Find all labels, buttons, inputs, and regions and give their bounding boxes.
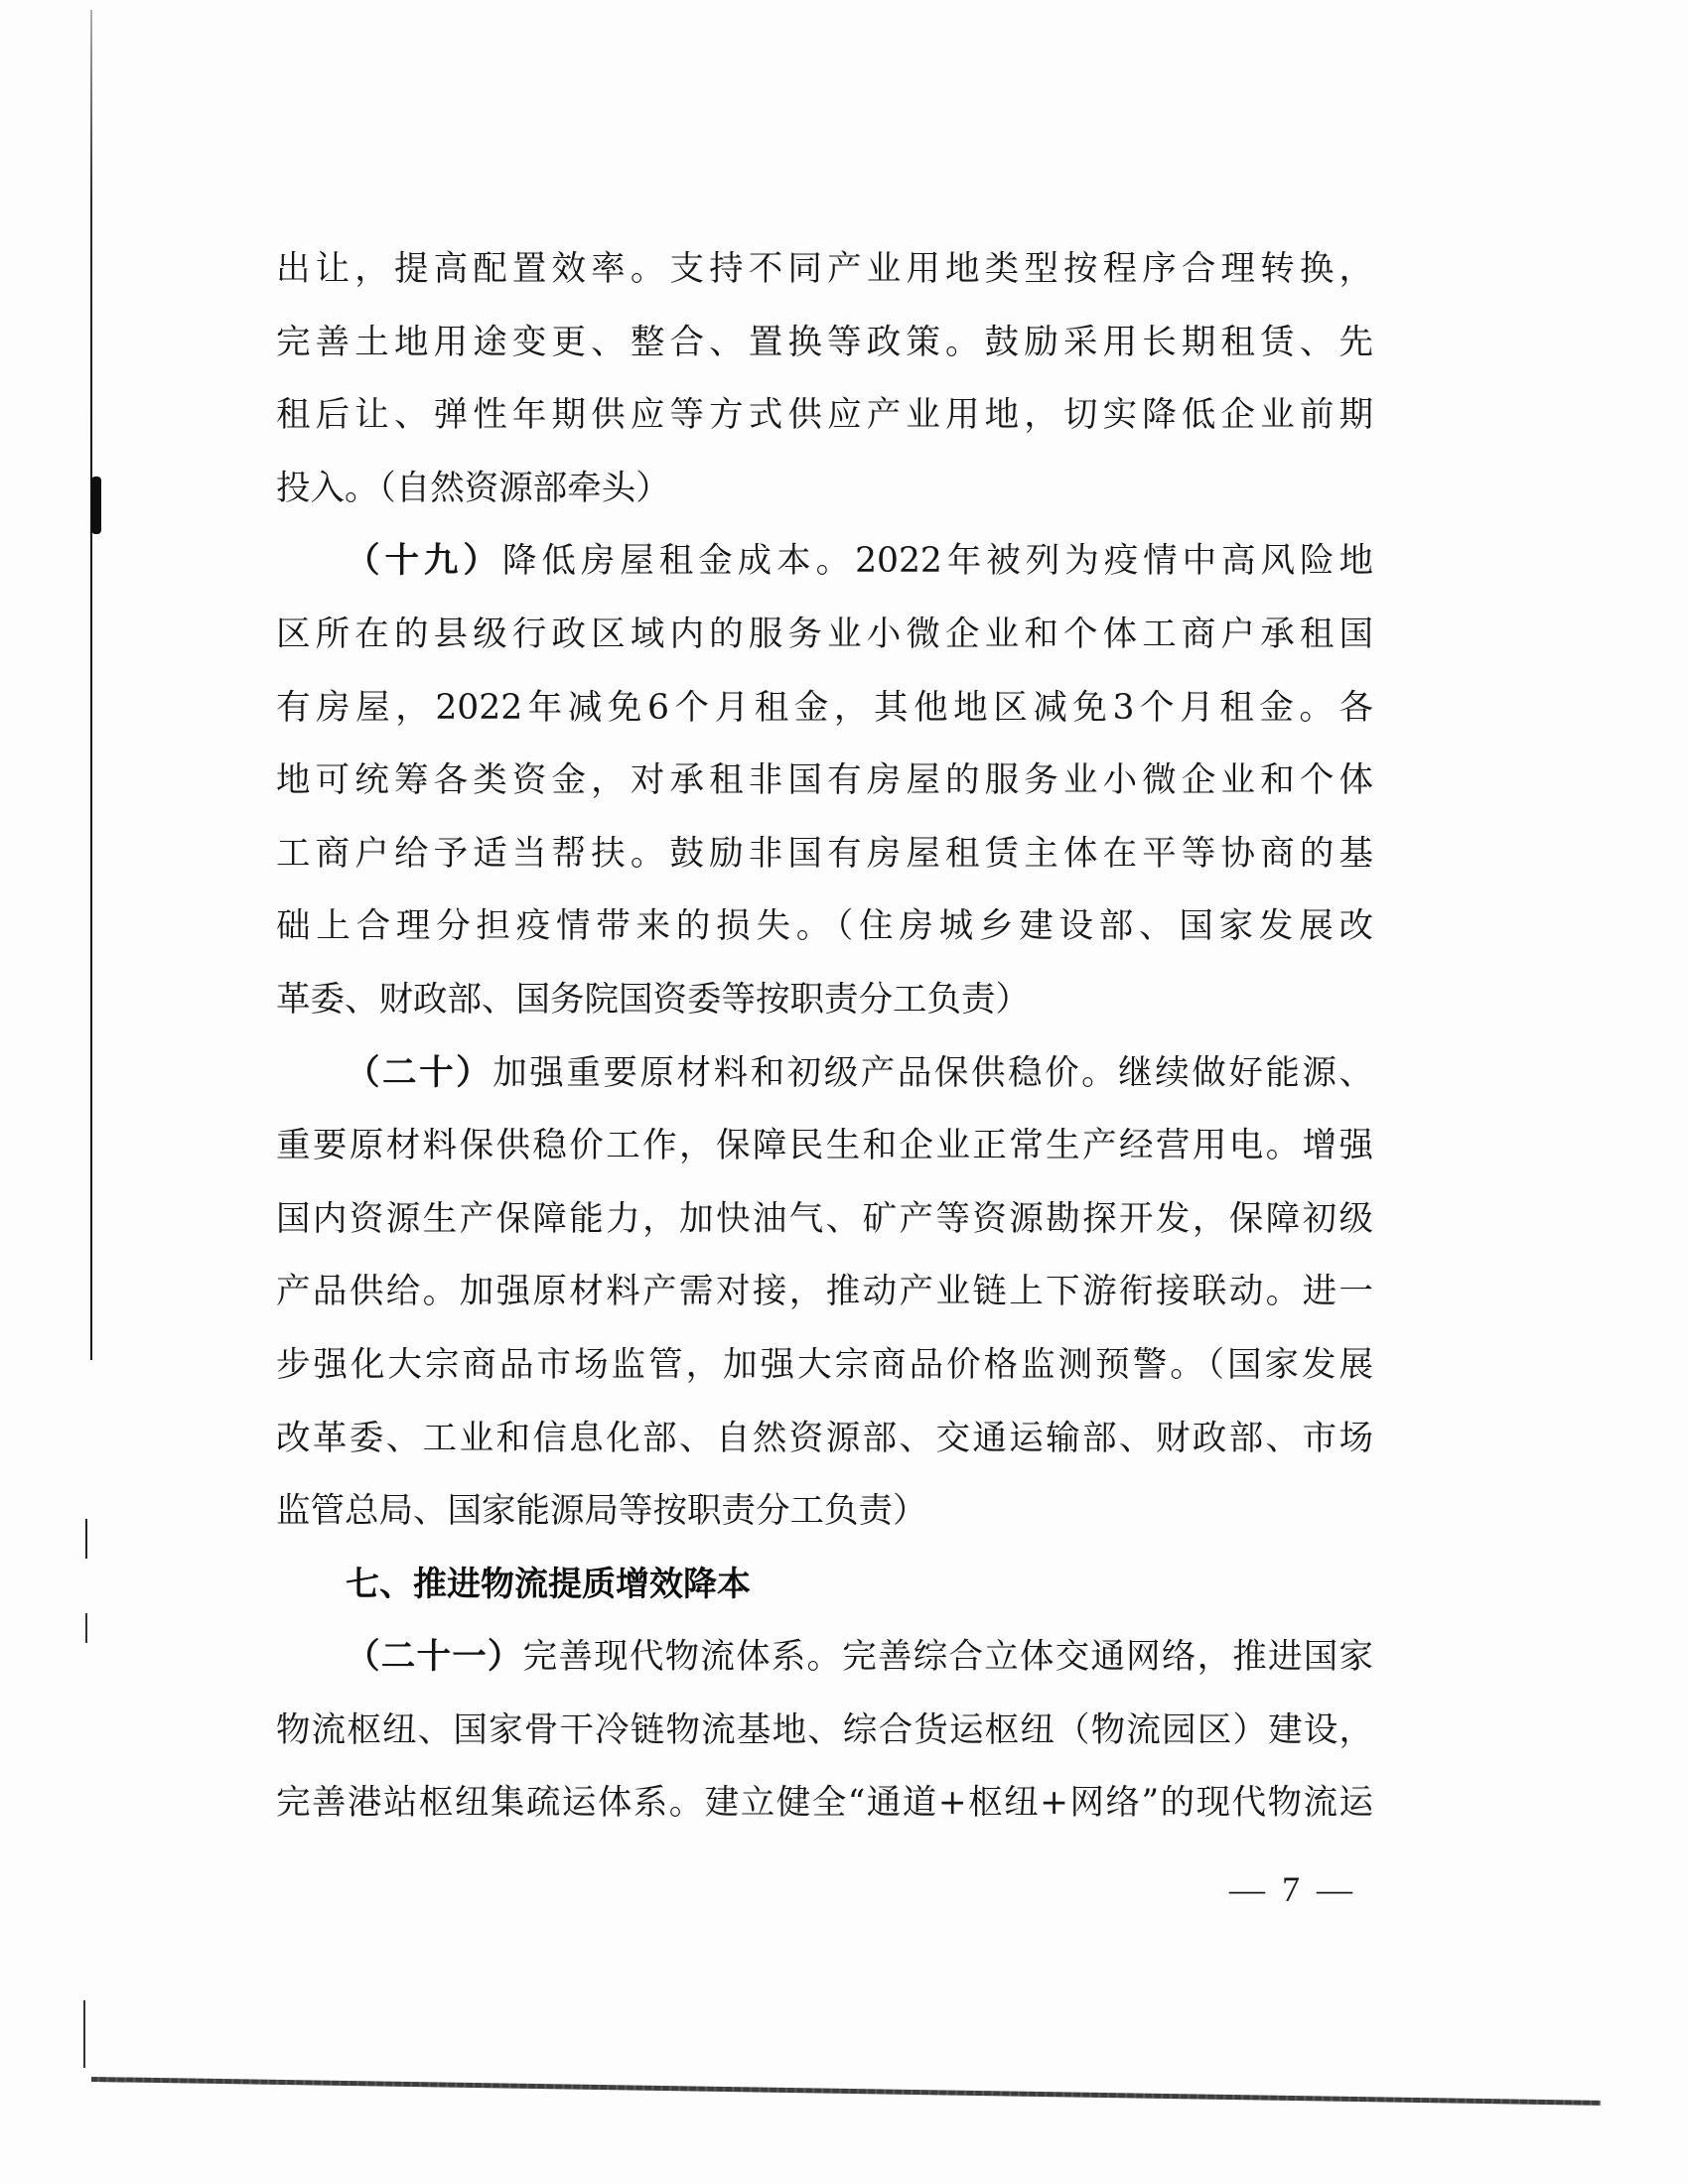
scan-edge-mark xyxy=(85,1519,87,1559)
text-line: 投入。（自然资源部牵头） xyxy=(276,468,670,508)
paragraph-21-first-line xyxy=(276,1629,1373,1703)
text-line: 区所在的县级行政区域内的服务业小微企业和个体工商户承租国 xyxy=(276,614,1373,654)
scan-edge-left xyxy=(90,10,92,1360)
text-span: 完善现代物流体系。完善综合立体交通网络，推进国家 xyxy=(522,1637,1374,1678)
text-line: 有房屋，2022年减免6个月租金，其他地区减免3个月租金。各 xyxy=(276,687,1373,728)
paragraph-20-first-line xyxy=(276,1045,1373,1119)
text-line: 国内资源生产保障能力，加快油气、矿产等资源勘探开发，保障初级 xyxy=(276,1198,1373,1239)
text-line: 物流枢纽、国家骨干冷链物流基地、综合货运枢纽（物流园区）建设， xyxy=(276,1709,1373,1750)
item-number: （二十） xyxy=(346,1052,493,1093)
text-line: 出让，提高配置效率。支持不同产业用地类型按程序合理转换， xyxy=(276,249,1373,289)
text-line: 地可统筹各类资金，对承租非国有房屋的服务业小微企业和个体 xyxy=(276,760,1373,801)
text-line: 租后让、弹性年期供应等方式供应产业用地，切实降低企业前期 xyxy=(276,395,1373,436)
text-line: 改革委、工业和信息化部、自然资源部、交通运输部、财政部、市场 xyxy=(276,1418,1373,1458)
text-line: 完善土地用途变更、整合、置换等政策。鼓励采用长期租赁、先 xyxy=(276,322,1373,362)
text-line: 工商户给予适当帮扶。鼓励非国有房屋租赁主体在平等协商的基 xyxy=(276,833,1373,874)
text-line: 产品供给。加强原材料产需对接，推动产业链上下游衔接联动。进一 xyxy=(276,1272,1373,1312)
text-line: 革委、财政部、国务院国资委等按职责分工负责） xyxy=(276,979,1030,1020)
item-number: （十九） xyxy=(346,541,502,582)
document-body xyxy=(276,241,1373,1848)
text-span: 降低房屋租金成本。2022年被列为疫情中高风险地 xyxy=(501,541,1373,582)
page-number: — 7 — xyxy=(1229,1869,1356,1909)
text-span: 加强重要原材料和初级产品保供稳价。继续做好能源、 xyxy=(492,1052,1374,1093)
scan-edge-mark xyxy=(83,2000,85,2068)
item-number: （二十一） xyxy=(346,1637,523,1678)
scan-edge-bottom xyxy=(91,2077,1601,2106)
text-line: 础上合理分担疫情带来的损失。（住房城乡建设部、国家发展改 xyxy=(276,906,1373,947)
text-line: 重要原材料保供稳价工作，保障民生和企业正常生产经营用电。增强 xyxy=(276,1126,1373,1166)
text-line: 步强化大宗商品市场监管，加强大宗商品价格监测预警。（国家发展 xyxy=(276,1344,1373,1385)
section-heading: 七、推进物流提质增效降本 xyxy=(346,1564,751,1604)
paragraph-19-first-line xyxy=(276,533,1373,607)
scan-artifact-blob xyxy=(91,477,101,534)
text-line: 监管总局、国家能源局等按职责分工负责） xyxy=(276,1491,927,1532)
text-line: 完善港站枢纽集疏运体系。建立健全“通道+枢纽+网络”的现代物流运 xyxy=(276,1783,1373,1824)
scan-edge-mark xyxy=(85,1613,87,1643)
